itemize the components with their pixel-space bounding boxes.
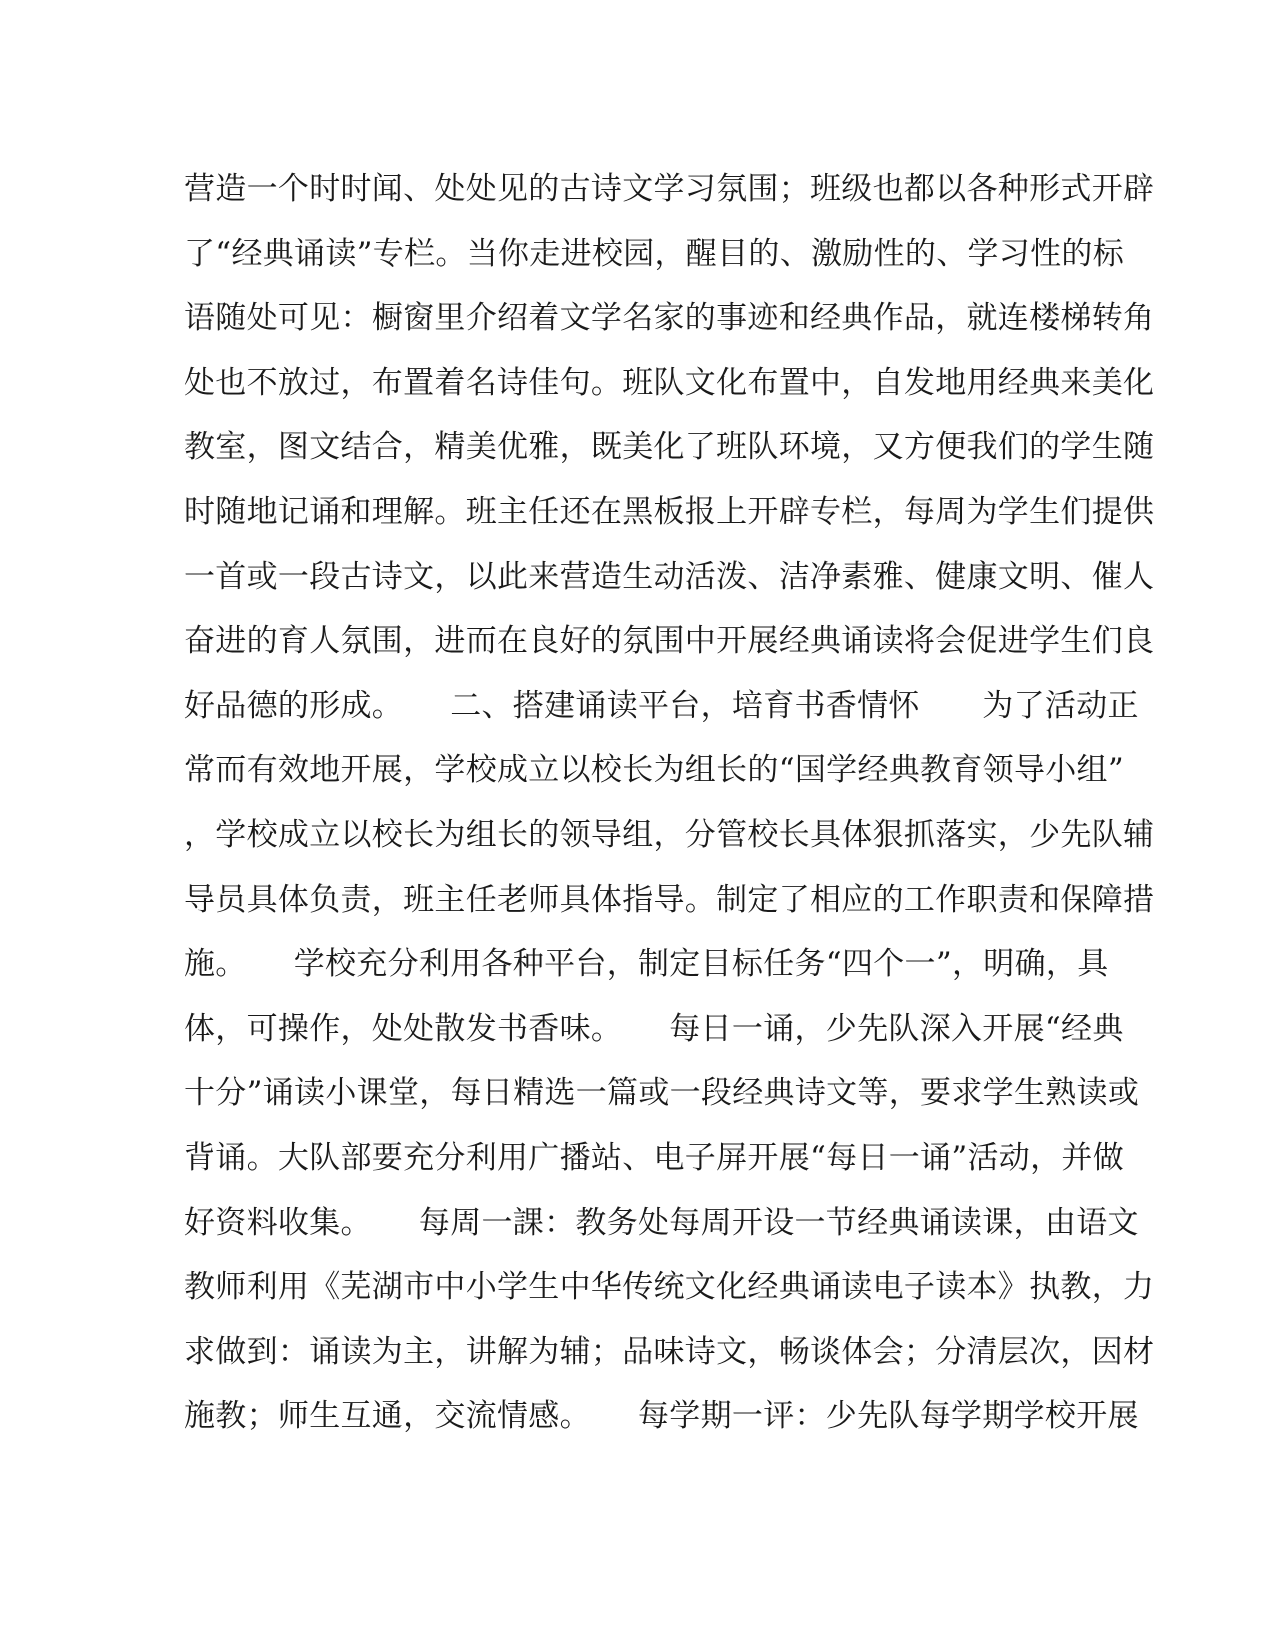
text-line-19: 求做到：诵读为主，讲解为辅；品味诗文，畅谈体会；分清层次，因材: [184, 1333, 1155, 1370]
text-line-11: ，学校成立以校长为组长的领导组，分管校长具体狠抓落实，少先队辅: [184, 816, 1155, 853]
text-line-18: 教师利用《芜湖市中小学生中华传统文化经典诵读电子读本》执教，力: [184, 1269, 1155, 1306]
document-body: [184, 157, 1155, 1449]
text-line-14: 体，可操作，处处散发书香味。 每日一诵，少先队深入开展“经典: [184, 1010, 1124, 1047]
text-line-17: 好资料收集。 每周一課：教务处每周开设一节经典诵读课，由语文: [184, 1204, 1139, 1241]
text-line-13: 施。 学校充分利用各种平台，制定目标任务“四个一”，明确，具: [184, 946, 1109, 983]
text-line-4: 处也不放过，布置着名诗佳句。班队文化布置中，自发地用经典来美化: [184, 364, 1155, 401]
text-line-7: 一首或一段古诗文，以此来营造生动活泼、洁净素雅、健康文明、催人: [184, 558, 1155, 595]
text-line-16: 背诵。大队部要充分利用广播站、电子屏开展“每日一诵”活动，并做: [184, 1139, 1124, 1176]
text-line-2: 了“经典诵读”专栏。当你走进校园，醒目的、激励性的、学习性的标: [184, 235, 1124, 272]
text-line-10: 常而有效地开展，学校成立以校长为组长的“国学经典教育领导小组”: [184, 752, 1124, 789]
text-line-5: 教室，图文结合，精美优雅，既美化了班队环境，又方便我们的学生随: [184, 429, 1155, 466]
text-line-20: 施教；师生互通，交流情感。 每学期一评：少先队每学期学校开展: [184, 1398, 1139, 1435]
text-line-8: 奋进的育人氛围，进而在良好的氛围中开展经典诵读将会促进学生们良: [184, 623, 1155, 660]
text-line-15: 十分”诵读小课堂，每日精选一篇或一段经典诗文等，要求学生熟读或: [184, 1075, 1140, 1112]
text-line-12: 导员具体负责，班主任老师具体指导。制定了相应的工作职责和保障措: [184, 881, 1155, 918]
text-line-1: 营造一个时时闻、处处见的古诗文学习氛围；班级也都以各种形式开辟: [184, 171, 1155, 207]
text-line-6: 时随地记诵和理解。班主任还在黑板报上开辟专栏，每周为学生们提供: [184, 493, 1155, 530]
text-line-3: 语随处可见：橱窗里介绍着文学名家的事迹和经典作品，就连楼梯转角: [184, 300, 1155, 337]
text-line-9: 好品德的形成。 二、搭建诵读平台，培育书香情怀 为了活动正: [184, 687, 1139, 724]
